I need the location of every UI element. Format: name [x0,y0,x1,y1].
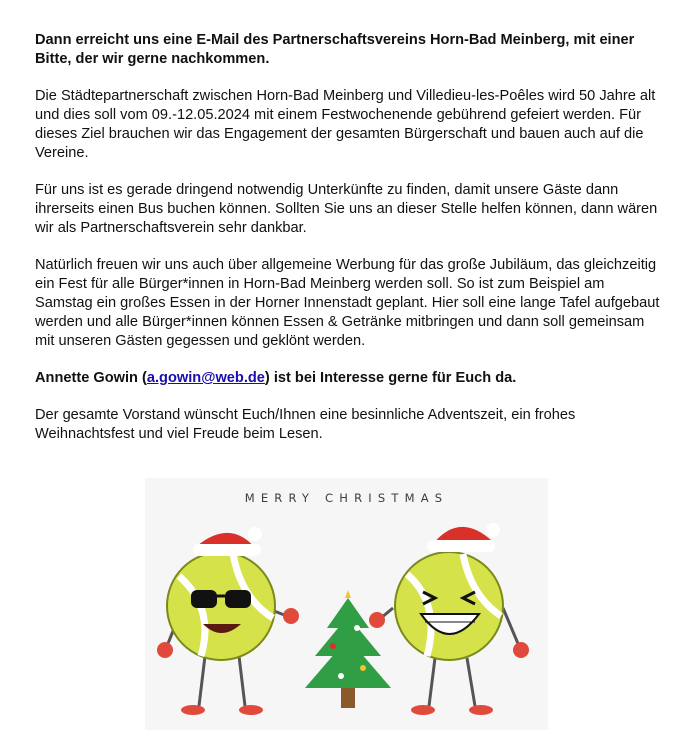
christmas-card-image [145,478,548,730]
right-tennis-ball-character [369,523,529,715]
left-tennis-ball-character [157,527,299,715]
paragraph-closing: Der gesamte Vorstand wünscht Euch/Ihnen eine besinnliche Adventszeit, ein frohes Weihnachtsfest und viel Freude beim Lesen. [35,407,576,442]
paragraph-accommodation: Für uns ist es gerade dringend notwendig Unterkünfte zu finden, damit unsere Gäste dann ihrerseits einen Bus buchen können. Sollten Sie uns an dieser Stelle helfen können, dann wären wir als Partnerschaftsverein sehr dankbar. [35,182,658,236]
contact-rest: ) ist bei Interesse gerne für Euch da. [264,370,517,386]
contact-line [35,369,665,388]
letter-body [35,31,665,462]
contact-email-link[interactable]: a.gowin@web.de [146,370,265,386]
contact-name: Annette Gowin ( [35,370,147,386]
paragraph-celebration: Natürlich freuen wir uns auch über allgemeine Werbung für das große Jubiläum, das gleichzeitig ein Fest für alle Bürger*innen in Horn-Bad Meinberg werden soll. So ist zum Beispiel am Samstag ein großes Essen in der Horner Innenstadt geplant. Hier soll eine lange Tafel aufgebaut werden und alle Bürger*innen können Essen & Getränke mitbringen und dann soll gemeinsam mit unseren Gästen gegessen und geklönt werden. [35,257,660,349]
card-title: MERRY CHRISTMAS [244,491,449,505]
christmas-tree-icon [305,590,391,708]
paragraph-anniversary: Die Städtepartnerschaft zwischen Horn-Bad Meinberg und Villedieu-les-Poêles wird 50 Jahre alt und dies soll vom 09.-12.05.2024 mit einem Festwochenende gebührend gefeiert werden. Für dieses Ziel brauchen wir das Engagement der gesamten Bürgerschaft und bauen auch auf die Vereine. [35,88,656,161]
tennis-ball-characters-illustration [145,478,548,730]
intro-heading: Dann erreicht uns eine E-Mail des Partnerschaftsvereins Horn-Bad Meinberg, mit einer Bitte, der wir gerne nachkommen. [35,32,635,67]
